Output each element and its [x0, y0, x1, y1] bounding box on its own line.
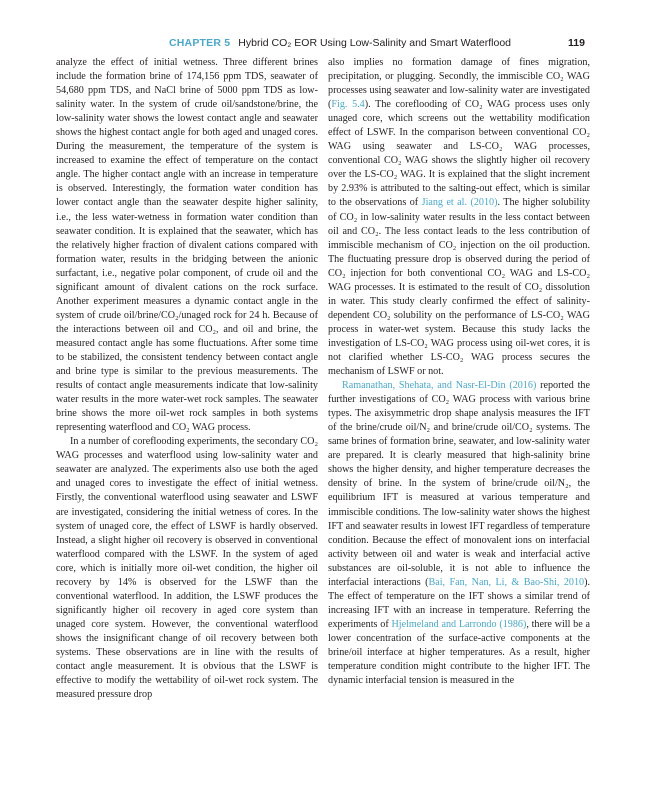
paragraph	[328, 56, 590, 379]
text-run: ). The coreflooding of CO₂ WAG process uses only unaged core, which screens out the wettability modification effect of LSWF. In the comparison between conventional CO₂ WAG using seawater and LS-CO₂ WAG processes, conventional CO₂ WAG shows the slightly higher oil recovery over the LS-CO₂ WAG. It is explained that the slight increment by 2.93% is attributed to the salting-out effect, which is similar to the observations of	[328, 99, 590, 209]
paragraph	[328, 379, 590, 688]
text-run: . The higher solubility of CO₂ in low-salinity water results in the less contact between oil and CO₂. The less contact leads to the less contribution of immiscible mechanism of CO₂ injection on the oil production. The fluctuating pressure drop is observed during the period of CO₂ injection for both conventional CO₂ WAG and LS-CO₂ WAG processes. It is estimated to the result of CO₂ dissolution in water. This study clearly confirmed the effect of salinity-dependent CO₂ solubility on the performance of LS-CO₂ WAG process in water-wet system. Because this study lacks the investigation of LS-CO₂ WAG process using oil-wet cores, it is not clarified whether LS-CO₂ WAG process secures the mechanism of LSWF or not.	[328, 197, 591, 378]
citation-link[interactable]: Ramanathan, Shehata, and Nasr-El-Din (2016)	[342, 380, 537, 392]
citation-link[interactable]: Jiang et al. (2010)	[421, 197, 498, 209]
chapter-heading	[169, 37, 511, 49]
citation-link[interactable]: Hjelmeland and Larrondo (1986)	[391, 618, 527, 630]
text-run: also implies no formation damage of fines migration, precipitation, or plugging. Secondly, the immiscible CO₂ WAG processes using seawater and low-salinity water are investigated (	[328, 57, 590, 111]
text-run: ). The effect of temperature on the IFT shows a similar trend of increasing IFT with an increase in temperature. Referring the experiments of	[328, 576, 590, 630]
running-header	[60, 37, 585, 53]
paragraph: analyze the effect of initial wetness. Three different brines include the formation brine of 174,156 ppm TDS, seawater of 54,680 ppm TDS, and NaCl brine of 5000 ppm TDS as low-salinity water. In the system of crude oil/sandstone/brine, the low-salinity water shows the lowest contact angle and seawater shows the highest contact angle for both aged and unaged cores. During the measurement, the temperature of the system is increased to examine the effect of temperature on the contact angle. The higher contact angle with an increase in temperature is observed. Interestingly, the formation water condition has lower contact angle than the seawater despite higher salinity, i.e., the less water-wetness in formation water condition than seawater condition. It is explained that the seawater, which has the relatively higher fraction of divalent cations compared with formation water, results in the bridging between the anionic surfactant, i.e., negative polar component, of crude oil and the significant amount of divalent cations on the rock surface. Another experiment measures a dynamic contact angle in the system of crude oil/brine/CO₂/unaged rock for 24 h. Because of the interactions between oil and CO₂, and oil and brine, the measured contact angle has some fluctuations. After some time to be stabilized, the consistent tendency between contact angle and brine type is similar to the previous measurements. The results of contact angle measurements indicate that low-salinity water results in the more water-wet rock samples. The seawater brine shows the more oil-wet rock samples in both systems representing waterflood and CO₂ WAG process.	[56, 57, 318, 434]
left-column	[56, 56, 318, 702]
chapter-title: Hybrid CO₂ EOR Using Low-Salinity and Smart Waterflood	[238, 37, 511, 49]
page-number: 119	[568, 37, 585, 49]
chapter-label: CHAPTER 5	[168, 37, 231, 49]
figure-reference-link[interactable]: Fig. 5.4	[331, 99, 365, 111]
paragraph: In a number of coreflooding experiments, the secondary CO₂ WAG processes and waterflood using low-salinity water and seawater are analyzed. The experiments also use both the aged and unaged cores to investigate the effect of initial wetness. Firstly, the conventional waterflood using seawater and LSWF are investigated, considering the initial wetness of cores. In the system of unaged core, the effect of LSWF is hardly observed. Instead, a slight higher oil recovery is observed in conventional waterflood compared with the LSWF. In the system of aged core, which is initially more oil-wet condition, the higher oil recovery by 14% is observed for the LSWF than the conventional waterflood. In addition, the LSWF produces the significantly higher oil recovery in aged core system than unaged core system. However, the conventional waterflood shows the insignificant change of oil recovery between both systems. These observations are in line with the results of contact angle measurement. It is obvious that the LSWF is effective to modify the wettability of oil-wet rock system. The measured pressure drop	[56, 436, 318, 701]
right-column	[328, 56, 590, 688]
text-run: reported the further investigations of CO₂ WAG process with various brine types. The axisymmetric drop shape analysis measures the IFT of the brine/crude oil/N₂ and brine/crude oil/CO₂ systems. The same brines of formation brine, seawater, and low-salinity water are prepared. It is clearly measured that high-salinity brine shows the higher density, and higher temperature decreases the density of brine. In the system of brine/crude oil/N₂, the equilibrium IFT is measured at various temperature and immiscible conditions. The low-salinity water shows the highest IFT and seawater results in lowest IFT regardless of temperature condition. Because the effect of monovalent ions on interfacial activity between oil and water is weak and interfacial active substances are oil-soluble, it is not able to influence the interfacial interactions (	[328, 380, 590, 588]
citation-link[interactable]: Bai, Fan, Nan, Li, & Bao-Shi, 2010	[428, 576, 585, 588]
text-run: , there will be a lower concentration of the surface-active components at the brine/oil interface at higher temperatures. As a result, higher temperature condition might contribute to the higher IFT. The dynamic interfacial tension is measured in the	[328, 618, 590, 687]
